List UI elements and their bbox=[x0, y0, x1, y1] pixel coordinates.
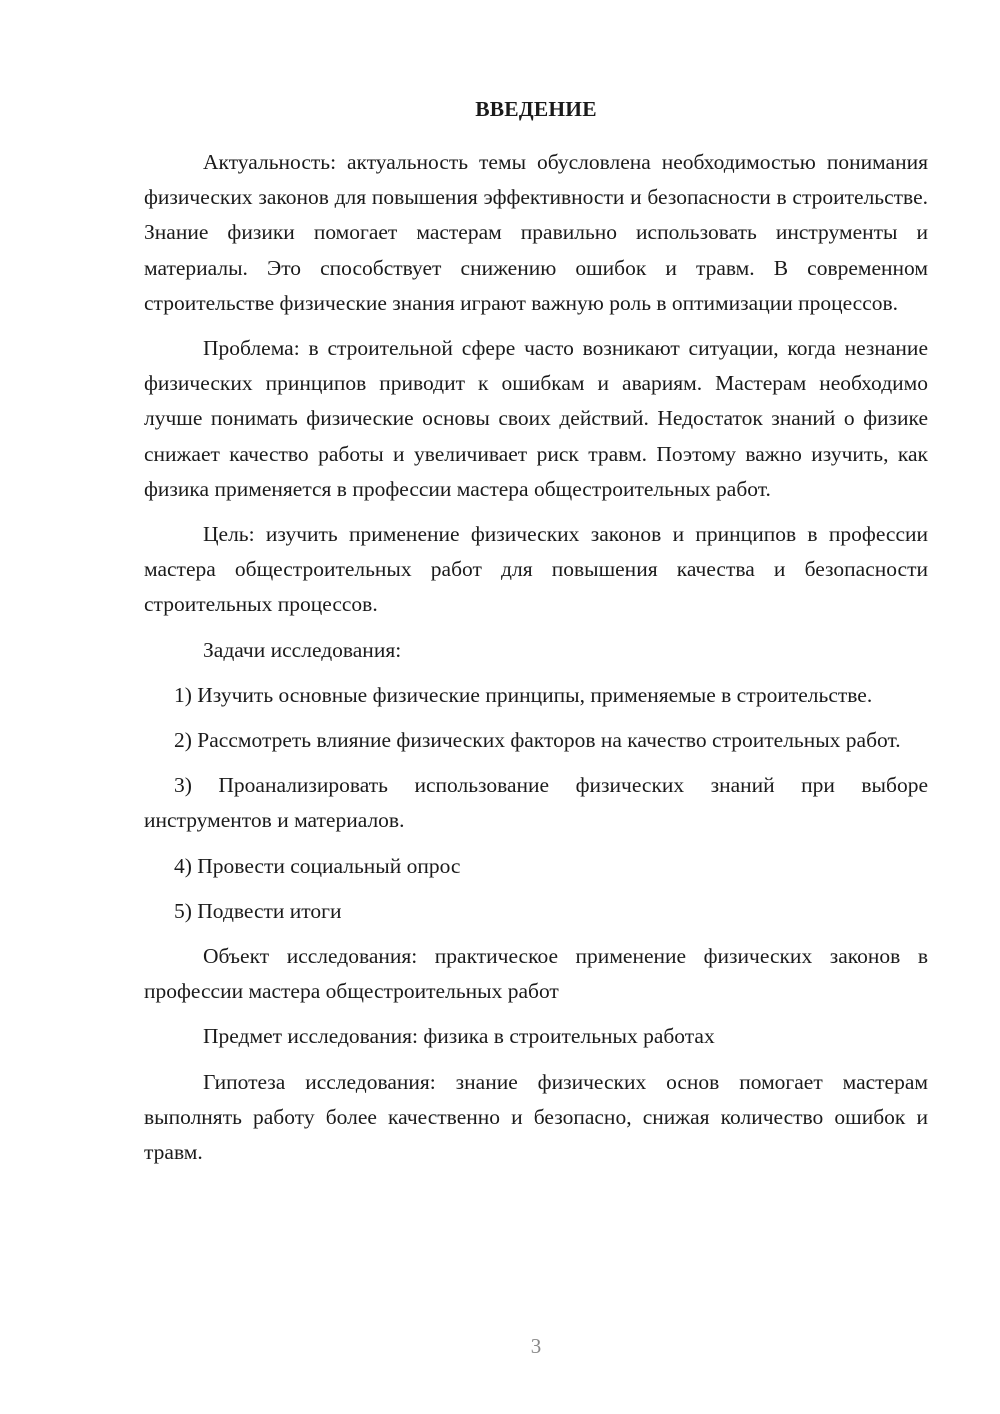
subject-paragraph: Предмет исследования: физика в строительных работах bbox=[203, 1024, 715, 1049]
problem-paragraph: Проблема: в строительной сфере часто возникают ситуации, когда незнание физических принципов приводит к ошибкам и авариям. Мастерам необходимо лучше понимать физические основы своих действий. Недостаток знаний о физике снижает качество работы и увеличивает риск травм. Поэтому важно изучить, как физика применяется в профессии мастера общестроительных работ. bbox=[144, 336, 928, 501]
page-title: ВВЕДЕНИЕ bbox=[475, 97, 597, 121]
task-item: 1) Изучить основные физические принципы, применяемые в строительстве. bbox=[174, 682, 873, 707]
document-page bbox=[144, 92, 928, 1180]
tasks-heading: Задачи исследования: bbox=[203, 637, 402, 662]
task-item: 3) Проанализировать использование физических знаний при выборе инструментов и материалов. bbox=[144, 773, 928, 833]
page-number: 3 bbox=[530, 1334, 542, 1358]
task-item: 5) Подвести итоги bbox=[174, 898, 342, 923]
relevance-paragraph: Актуальность: актуальность темы обусловлена необходимостью понимания физических законов для повышения эффективности и безопасности в строительстве. Знание физики помогает мастерам правильно использовать инструменты и материалы. Это способствует снижению ошибок и травм. В современном строительстве физические знания играют важную роль в оптимизации процессов. bbox=[144, 150, 928, 315]
goal-paragraph: Цель: изучить применение физических законов и принципов в профессии мастера общестроительных работ для повышения качества и безопасности строительных процессов. bbox=[144, 522, 928, 617]
object-paragraph: Объект исследования: практическое применение физических законов в профессии мастера общестроительных работ bbox=[144, 944, 928, 1004]
task-item: 2) Рассмотреть влияние физических факторов на качество строительных работ. bbox=[174, 728, 901, 753]
hypothesis-paragraph: Гипотеза исследования: знание физических основ помогает мастерам выполнять работу более качественно и безопасно, снижая количество ошибок и травм. bbox=[144, 1069, 928, 1165]
task-item: 4) Провести социальный опрос bbox=[174, 853, 461, 878]
